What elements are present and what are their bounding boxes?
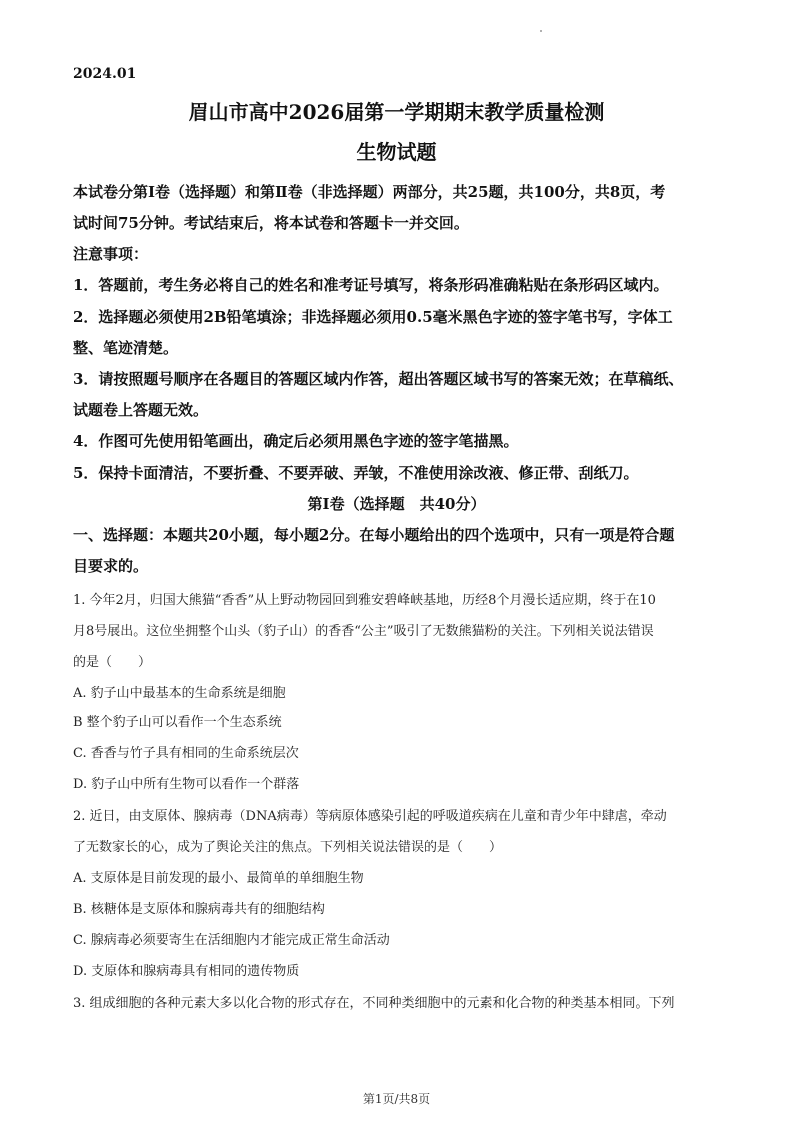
note-2-line-1: 2．选择题必须使用2B铅笔填涂；非选择题必须用0.5毫米黑色字迹的签字笔书写，字体工 xyxy=(73,308,673,326)
note-5: 5．保持卡面清洁，不要折叠、不要弄破、弄皱，不准使用涂改液、修正带、刮纸刀。 xyxy=(73,464,639,482)
scan-dot xyxy=(540,30,542,32)
intro-line-1: 本试卷分第Ⅰ卷（选择题）和第Ⅱ卷（非选择题）两部分，共25题，共100分，共8页，考 xyxy=(73,183,666,201)
q2-option-b: B. 核糖体是支原体和腺病毒共有的细胞结构 xyxy=(73,902,325,917)
q1-option-c: C. 香香与竹子具有相同的生命系统层次 xyxy=(73,746,299,761)
exam-subject: 生物试题 xyxy=(356,140,437,164)
q2-stem-line-2: 了无数家长的心，成为了舆论关注的焦点。下列相关说法错误的是（ ） xyxy=(73,840,503,855)
exam-date: 2024.01 xyxy=(73,66,137,82)
intro-line-2: 试时间75分钟。考试结束后，将本试卷和答题卡一并交回。 xyxy=(73,214,469,232)
q1-stem-line-2: 月8号展出。这位坐拥整个山头（豹子山）的香香“公主”吸引了无数熊猫粉的关注。下列相关说法错误 xyxy=(73,624,654,639)
q2-option-c: C. 腺病毒必须要寄生在活细胞内才能完成正常生命活动 xyxy=(73,933,390,948)
note-3-line-2: 试题卷上答题无效。 xyxy=(73,401,209,419)
notes-heading: 注意事项： xyxy=(73,245,149,263)
note-2-line-2: 整、笔迹清楚。 xyxy=(73,339,179,357)
q1-option-a: A. 豹子山中最基本的生命系统是细胞 xyxy=(73,686,286,701)
q1-option-b: B 整个豹子山可以看作一个生态系统 xyxy=(73,715,282,730)
q2-stem-line-1: 2. 近日，由支原体、腺病毒（DNA病毒）等病原体感染引起的呼吸道疾病在儿童和青少年中肆虐，牵动 xyxy=(73,809,667,824)
q2-option-d: D. 支原体和腺病毒具有相同的遗传物质 xyxy=(73,964,300,979)
q1-option-d: D. 豹子山中所有生物可以看作一个群落 xyxy=(73,777,300,792)
note-4: 4．作图可先使用铅笔画出，确定后必须用黑色字迹的签字笔描黑。 xyxy=(73,432,519,450)
page-number: 第1页/共8页 xyxy=(362,1092,431,1106)
part1-title: 第Ⅰ卷（选择题 共40分） xyxy=(307,495,486,513)
q3-stem-line-1: 3. 组成细胞的各种元素大多以化合物的形式存在，不同种类细胞中的元素和化合物的种类基本相同。下列 xyxy=(73,996,675,1011)
q1-stem-line-1: 1. 今年2月，归国大熊猫“香香”从上野动物园回到雅安碧峰峡基地，历经8个月漫长适应期，终于在10 xyxy=(73,593,656,608)
part1-instruction-2: 目要求的。 xyxy=(73,557,149,575)
q1-stem-line-3: 的是（ ） xyxy=(73,655,152,670)
part1-instruction-1: 一、选择题：本题共20小题，每小题2分。在每小题给出的四个选项中，只有一项是符合题 xyxy=(73,526,675,544)
note-1: 1．答题前，考生务必将自己的姓名和准考证号填写，将条形码准确粘贴在条形码区域内。 xyxy=(73,276,669,294)
q2-option-a: A. 支原体是目前发现的最小、最简单的单细胞生物 xyxy=(73,871,364,886)
exam-title: 眉山市高中2026届第一学期期末教学质量检测 xyxy=(188,100,605,124)
note-3-line-1: 3．请按照题号顺序在各题目的答题区域内作答，超出答题区域书写的答案无效；在草稿纸、 xyxy=(73,370,684,388)
